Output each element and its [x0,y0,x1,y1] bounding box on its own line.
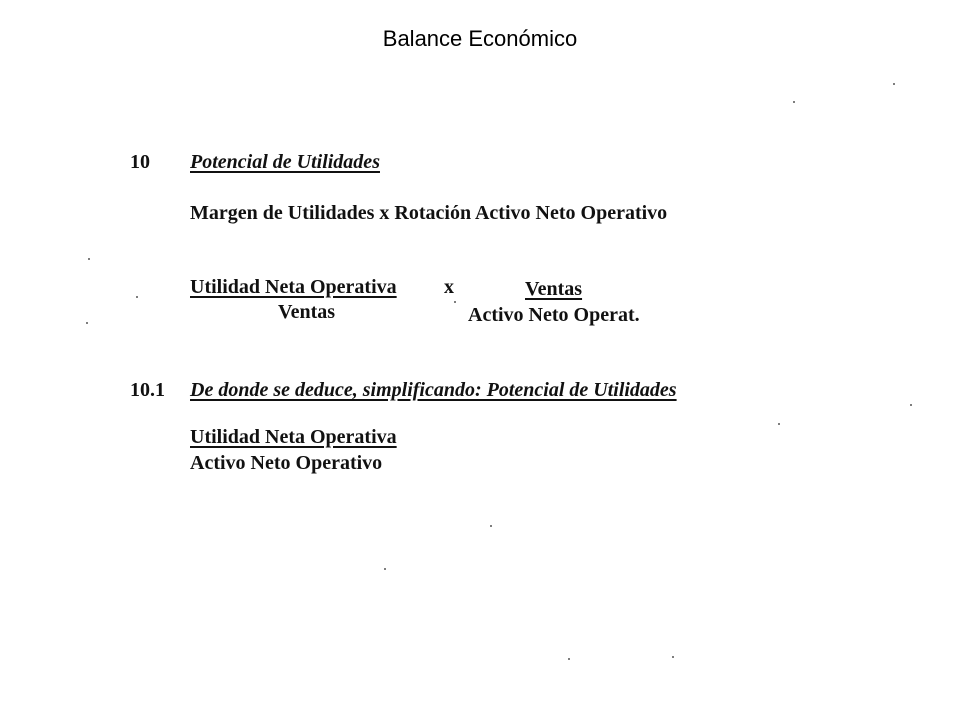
result-fraction-denominator: Activo Neto Operativo [190,452,383,474]
slide-title: Balance Económico [382,26,578,51]
scan-speck [490,525,492,527]
scan-speck [910,404,912,406]
section-10-1-heading: De donde se deduce, simplificando: Potencial de Utilidades [190,379,677,401]
section-10-heading: Potencial de Utilidades [190,151,380,173]
scan-speck [86,322,88,324]
right-fraction-numerator: Ventas [525,278,583,300]
left-fraction-denominator: Ventas [278,301,336,323]
section-number-10-1: 10.1 [130,379,165,401]
right-fraction-denominator: Activo Neto Operat. [468,304,640,326]
scan-speck [672,656,674,658]
scan-speck [793,101,795,103]
result-fraction-numerator: Utilidad Neta Operativa [190,426,397,448]
scan-speck [384,568,386,570]
scan-speck [454,301,456,303]
scan-speck [893,83,895,85]
left-fraction-numerator: Utilidad Neta Operativa [190,276,397,298]
scan-speck [136,296,138,298]
scan-speck [88,258,90,260]
scan-speck [568,658,570,660]
section-number-10: 10 [130,151,150,173]
multiply-operator: x [444,276,454,298]
scan-speck [778,423,780,425]
section-10-formula: Margen de Utilidades x Rotación Activo Neto Operativo [190,202,668,224]
